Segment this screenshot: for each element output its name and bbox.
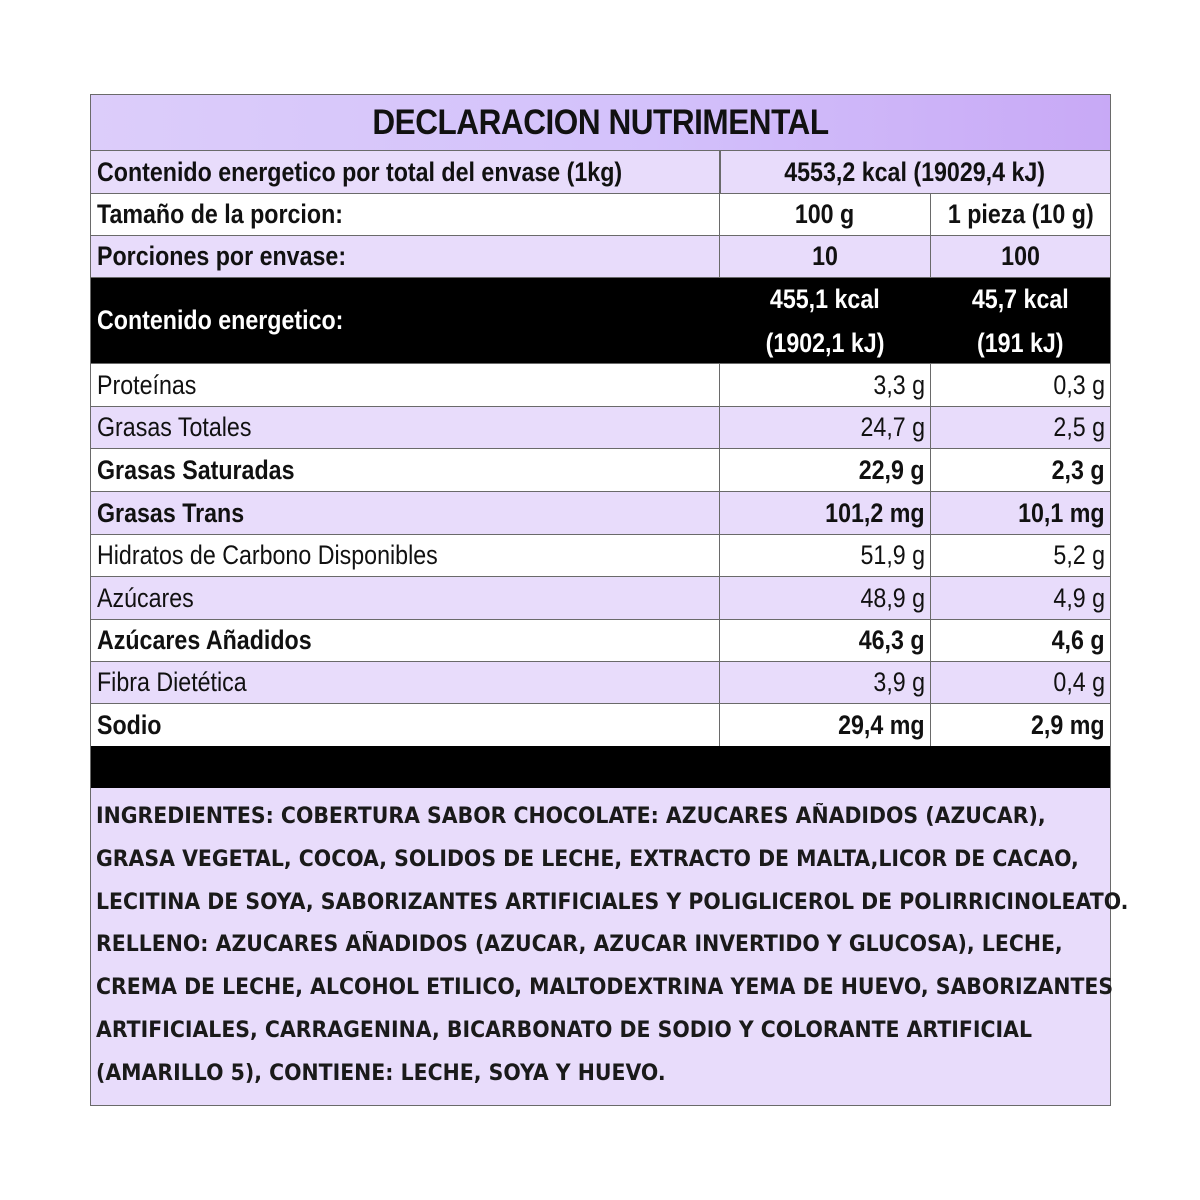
nutrient-per100: 3,9 g (873, 667, 925, 697)
nutrient-row (91, 407, 1110, 449)
servings-col2: 100 (1001, 241, 1040, 271)
nutrient-name: Sodio (97, 709, 162, 740)
nutrient-name: Proteínas (97, 369, 197, 400)
nutrient-row (91, 662, 1110, 704)
nutrient-per100: 22,9 g (859, 454, 925, 485)
nutrient-name: Grasas Saturadas (97, 454, 295, 485)
nutrient-name: Fibra Dietética (97, 667, 247, 697)
nutrient-per100: 51,9 g (860, 540, 925, 570)
nutrient-row (91, 535, 1110, 577)
nutrient-row (91, 704, 1110, 746)
serving-size-label: Tamaño de la porcion: (97, 199, 343, 229)
nutrient-row (91, 449, 1110, 492)
nutrient-per-piece: 4,9 g (1053, 582, 1105, 613)
ingredients-text: INGREDIENTES: COBERTURA SABOR CHOCOLATE: AZUCARES AÑADIDOS (AZUCAR), GRASA VEGETAL, COCOA, SOLIDOS DE LECHE, EXTRACTO DE MALTA,LICOR DE CACAO, LECITINA DE SOYA, SABORIZANTES ARTIFICIALES Y POLIGLICEROL DE POLIRRICINOLEATO. RELLENO: AZUCARES AÑADIDOS (AZUCAR, AZUCAR INVERTIDO Y GLUCOSA), LECHE, CREMA DE LECHE, ALCOHOL ETILICO, MALTODEXTRINA YEMA DE HUEVO, SABORIZANTES ARTIFICIALES, CARRAGENINA, BICARBONATO DE SODIO Y COLORANTE ARTIFICIAL (AMARILLO 5), CONTIENE: LECHE, SOYA Y HUEVO. (91, 788, 1110, 1105)
energy-total-label: Contenido energetico por total del envase (1kg) (97, 156, 623, 187)
nutrient-name: Hidratos de Carbono Disponibles (97, 540, 438, 570)
energy-content-row (91, 278, 1110, 364)
nutrient-name: Grasas Totales (97, 412, 252, 442)
nutrient-per100: 48,9 g (860, 582, 925, 613)
energy-total-value: 4553,2 kcal (19029,4 kJ) (784, 156, 1046, 187)
nutrient-per100: 46,3 g (859, 625, 925, 655)
serving-size-row (91, 194, 1110, 236)
servings-per-container-row (91, 236, 1110, 278)
nutrient-per100: 3,3 g (873, 369, 925, 400)
energy-col1-kj: (1902,1 kJ) (765, 327, 885, 358)
energy-total-row (91, 151, 1110, 194)
nutrient-per-piece: 0,4 g (1053, 667, 1105, 697)
serving-size-col2: 1 pieza (10 g) (947, 199, 1094, 229)
nutrient-row (91, 364, 1110, 407)
divider-bar (91, 746, 1110, 788)
nutrient-per-piece: 2,3 g (1052, 454, 1105, 485)
nutrient-row (91, 577, 1110, 620)
nutrient-per-piece: 0,3 g (1053, 369, 1105, 400)
nutrient-name: Grasas Trans (97, 497, 245, 528)
nutrient-name: Azúcares (97, 582, 194, 613)
nutrient-per100: 24,7 g (860, 412, 925, 442)
nutrient-per-piece: 2,9 mg (1031, 709, 1105, 740)
nutrient-per-piece: 2,5 g (1053, 412, 1105, 442)
nutrient-row (91, 492, 1110, 535)
servings-label: Porciones por envase: (97, 241, 347, 271)
panel-title: DECLARACION NUTRIMENTAL (91, 95, 1110, 151)
energy-col1-kcal: 455,1 kcal (770, 283, 880, 314)
nutrient-row (91, 620, 1110, 662)
serving-size-col1: 100 g (795, 199, 855, 229)
energy-col2-kj: (191 kJ) (977, 327, 1064, 358)
energy-col2-kcal: 45,7 kcal (972, 283, 1069, 314)
nutrient-per-piece: 10,1 mg (1018, 497, 1105, 528)
nutrient-per100: 101,2 mg (825, 497, 925, 528)
servings-col1: 10 (812, 241, 838, 271)
nutrient-per100: 29,4 mg (838, 709, 925, 740)
nutrient-name: Azúcares Añadidos (97, 625, 312, 655)
energy-content-label: Contenido energetico: (97, 305, 344, 335)
nutrient-per-piece: 5,2 g (1053, 540, 1105, 570)
nutrition-facts-panel (90, 94, 1129, 1106)
nutrient-per-piece: 4,6 g (1052, 625, 1105, 655)
